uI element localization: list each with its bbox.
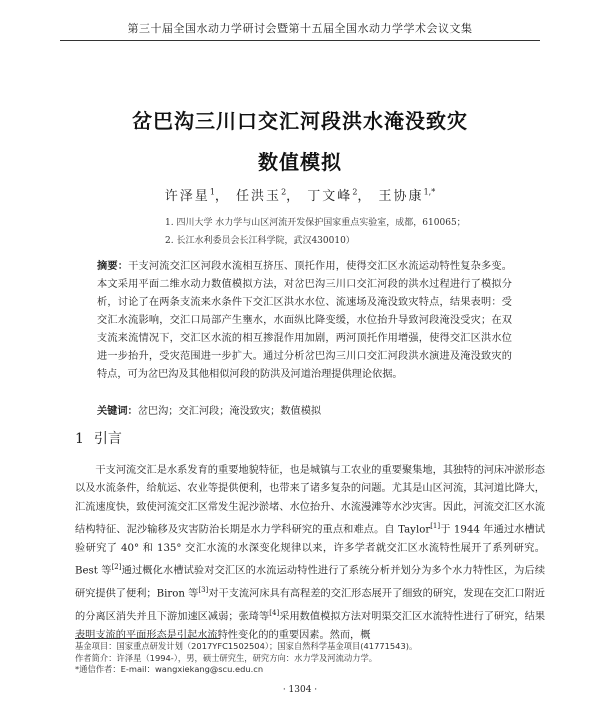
section-number: 1 — [75, 431, 84, 447]
keywords — [97, 402, 512, 417]
body-text-2: 于 1944 年通过水槽试验研究了 40° 和 135° 交汇水流的水深变化规律以来，许多学者就交汇区水流特性展开了系列研究。Best 等 — [75, 524, 545, 577]
body-text-3: 通过概化水槽试验对交汇区的水流运动特性进行了系统分析并划分为多个水力特性区，为后续研究提供了便利；Biron 等 — [75, 565, 546, 600]
author-name: 王协康 — [378, 189, 424, 204]
affiliation-1: 1. 四川大学 水力学与山区河流开发保护国家重点实验室，成都，610065； — [165, 218, 466, 228]
author-affil-mark: 1,* — [423, 187, 436, 197]
section-heading — [75, 428, 132, 448]
citation-mark: [2] — [111, 563, 122, 572]
section-title: 引言 — [93, 431, 122, 447]
footnote-author-bio: 作者简介：许泽星（1994-），男，硕士研究生，研究方向：水力学及河流动力学。 — [75, 652, 378, 663]
body-text-1: 干支河流交汇是水系发育的重要地貌特征，也是城镇与工农业的重要聚集地，其独特的河床冲淤形态以及水流条件，给航运、农业等提供便利，也带来了诸多复杂的问题。尤其是山区河流，其河道比降大，汇流速度快，致使河流交汇区常发生泥沙淤堵、水位抬升、水流漫滩等水沙灾害。因此，河流交汇区水流结构特征、泥沙输移及灾害防治长期是水力学科研究的重点和难点。自 Taylor — [75, 465, 545, 536]
body-text-4: 对干支流河床具有高程差的交汇形态展开了细致的研究，发现在交汇口附近的分离区消失并且下游加速区减弱；张琦等 — [75, 588, 545, 623]
abstract-label: 摘要： — [97, 261, 129, 272]
affiliation-2: 2. 长江水利委员会长江科学院，武汉430010） — [165, 236, 355, 246]
abstract-text: 干支河流交汇区河段水流相互挤压、顶托作用，使得交汇区水流运动特性复杂多变。本文采用平面二维水动力数值模拟方法，对岔巴沟三川口交汇河段的洪水过程进行了模拟分析，讨论了在两条支流来水条件下交汇区洪水水位、流速场及淹没致灾特点，结果表明：受交汇水流影响，交汇口局部产生壅水，水面纵比降变缓，水位抬升导致河段淹没受灾；在双支流来流情况下，交汇区水流的相互掺混作用加剧，两河顶托作用增强，使得交汇区洪水位进一步抬升，受灾范围进一步扩大。通过分析岔巴沟三川口交汇河段洪水演进及淹没致灾的特点，可为岔巴沟及其他相似河段的防洪及河道治理提供理论依据。 — [97, 261, 512, 380]
author-name: 丁文峰 — [307, 189, 353, 204]
footnote-funding: 基金项目：国家重点研发计划（2017YFC1502504）；国家自然科学基金项目(41771543)。 — [75, 641, 418, 651]
body-text-5: 采用数值模拟方法对明渠交汇区水流特性进行了研究，结果表明支流的平面形态是引起水流特性变化的的重要因素。然而，概 — [75, 611, 546, 641]
page-number: · 1304 · — [282, 685, 318, 695]
body-paragraph — [75, 462, 545, 645]
paper-title-line-2: 数值模拟 — [258, 150, 342, 174]
footnote-rule — [75, 638, 220, 639]
author-name: 许泽星 — [164, 189, 210, 204]
paper-title-line-1: 岔巴沟三川口交汇河段洪水淹没致灾 — [132, 109, 468, 133]
footnote-contact-email[interactable]: *通信作者：E-mail：wangxiekang@scu.edu.cn — [75, 664, 264, 674]
keywords-text: 岔巴沟；交汇河段；淹没致灾；数值模拟 — [137, 406, 322, 417]
author-list: 许泽星$^1$， 任洪玉$^2$， 丁文峰$^2$， 王协康$^{1,*}$ — [164, 187, 436, 204]
header-rule — [60, 40, 540, 41]
footnotes — [75, 641, 545, 676]
citation-mark: [1] — [430, 522, 441, 531]
citation-mark: [3] — [198, 586, 209, 595]
keywords-label: 关键词： — [97, 406, 138, 417]
abstract — [97, 258, 512, 384]
running-header: 第三十届全国水动力学研讨会暨第十五届全国水动力学学术会议文集 — [127, 22, 473, 35]
author-affil-mark: 2 — [352, 187, 358, 197]
author-affil-mark: 2 — [281, 187, 287, 197]
author-name: 任洪玉 — [236, 189, 282, 204]
author-affil-mark: 1 — [209, 187, 215, 197]
citation-mark: [4] — [269, 609, 280, 618]
